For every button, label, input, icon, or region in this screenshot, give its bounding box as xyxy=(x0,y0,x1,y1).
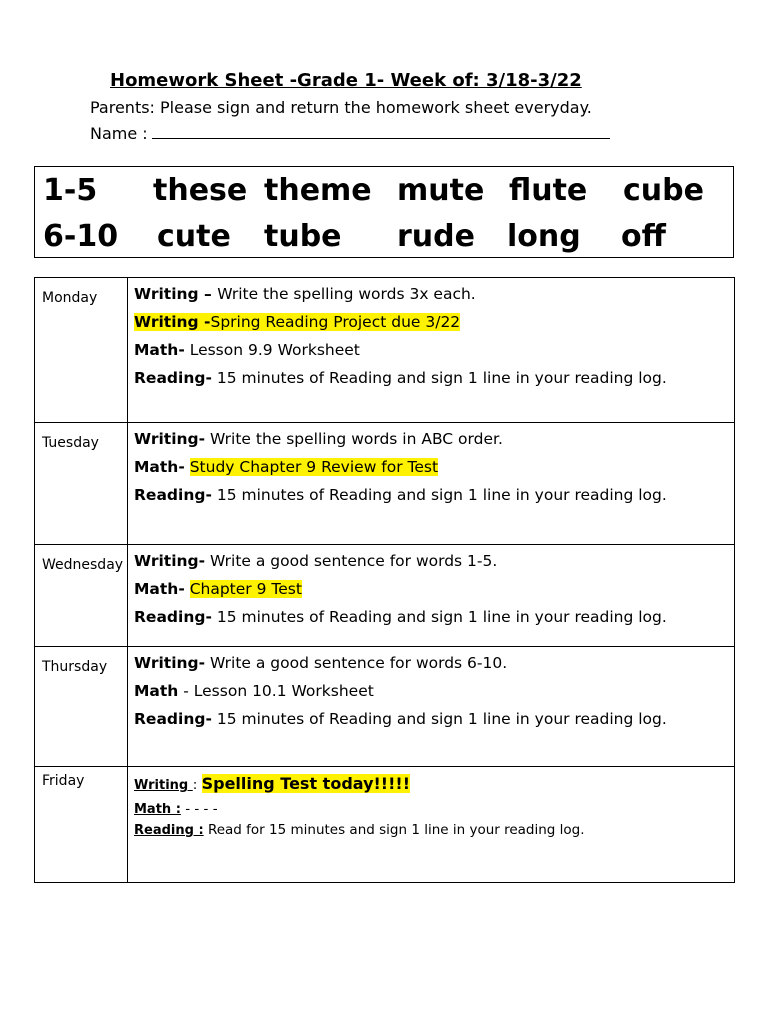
spelling-word: long xyxy=(507,219,581,254)
task-text: Study Chapter 9 Review for Test xyxy=(189,458,439,476)
task-label: Writing xyxy=(134,285,199,303)
task-line xyxy=(134,677,734,705)
task-separator: : xyxy=(192,777,202,793)
task-text: 15 minutes of Reading and sign 1 line in your reading log. xyxy=(216,369,667,387)
task-label: Writing xyxy=(134,313,199,331)
day-cell: Tuesday xyxy=(35,423,128,545)
name-field-row xyxy=(90,124,610,143)
task-text: 15 minutes of Reading and sign 1 line in your reading log. xyxy=(216,608,667,626)
task-text: 15 minutes of Reading and sign 1 line in your reading log. xyxy=(216,710,667,728)
task-text: Lesson 9.9 Worksheet xyxy=(189,341,360,359)
task-separator: - xyxy=(178,682,194,700)
table-row xyxy=(35,545,735,647)
task-separator: – xyxy=(198,285,218,303)
task-line xyxy=(134,799,734,820)
task-label: Math xyxy=(134,682,179,700)
name-label: Name : xyxy=(90,124,148,143)
spelling-words-box xyxy=(34,166,734,258)
task-line xyxy=(134,575,734,603)
task-label: Math : xyxy=(134,802,181,817)
task-text: Chapter 9 Test xyxy=(189,580,302,598)
tasks-cell xyxy=(128,278,735,423)
task-label: Writing- xyxy=(134,654,206,672)
task-line xyxy=(134,705,734,733)
task-label: Writing xyxy=(134,778,193,793)
task-line xyxy=(134,649,734,677)
task-text: Write the spelling words 3x each. xyxy=(217,285,476,303)
task-separator xyxy=(185,580,190,598)
task-label: Writing- xyxy=(134,430,206,448)
day-cell: Wednesday xyxy=(35,545,128,647)
task-separator xyxy=(185,458,190,476)
task-line xyxy=(134,820,734,841)
task-text: Spelling Test today!!!!! xyxy=(201,774,410,793)
task-line xyxy=(134,280,734,308)
task-line xyxy=(134,603,734,631)
page-title: Homework Sheet -Grade 1- Week of: 3/18-3/22 xyxy=(110,70,582,91)
spelling-range-label: 1-5 xyxy=(43,173,98,208)
task-text: Write a good sentence for words 6-10. xyxy=(210,654,508,672)
table-row xyxy=(35,423,735,545)
task-text: Spring Reading Project due 3/22 xyxy=(210,313,461,331)
task-label: Math- xyxy=(134,341,185,359)
table-row xyxy=(35,278,735,423)
task-label: Reading- xyxy=(134,486,212,504)
task-text: Write the spelling words in ABC order. xyxy=(210,430,503,448)
spelling-word: mute xyxy=(397,173,485,208)
task-label: Math- xyxy=(134,580,185,598)
task-text: Lesson 10.1 Worksheet xyxy=(193,682,374,700)
homework-table xyxy=(34,277,735,883)
task-line xyxy=(134,547,734,575)
task-label: Reading : xyxy=(134,823,204,838)
spelling-word: rude xyxy=(397,219,475,254)
table-row xyxy=(35,767,735,883)
table-row xyxy=(35,647,735,767)
task-text: Read for 15 minutes and sign 1 line in your reading log. xyxy=(207,822,585,838)
parents-note: Parents: Please sign and return the homework sheet everyday. xyxy=(90,98,592,117)
task-line xyxy=(134,771,734,799)
task-line xyxy=(134,425,734,453)
spelling-word: cube xyxy=(623,173,704,208)
task-line xyxy=(134,481,734,509)
spelling-word: flute xyxy=(509,173,588,208)
spelling-word: these xyxy=(153,173,248,208)
task-label: Reading- xyxy=(134,369,212,387)
day-cell: Friday xyxy=(35,767,128,883)
task-line xyxy=(134,308,734,336)
day-cell: Thursday xyxy=(35,647,128,767)
task-line xyxy=(134,336,734,364)
task-label: Math- xyxy=(134,458,185,476)
name-blank-line[interactable] xyxy=(152,124,610,139)
task-label: Writing- xyxy=(134,552,206,570)
day-cell: Monday xyxy=(35,278,128,423)
task-text: - - - - xyxy=(185,801,218,817)
task-line xyxy=(134,364,734,392)
spelling-word: cute xyxy=(157,219,231,254)
spelling-word: tube xyxy=(264,219,342,254)
tasks-cell xyxy=(128,545,735,647)
spelling-word: off xyxy=(621,219,666,254)
tasks-cell xyxy=(128,767,735,883)
task-line xyxy=(134,453,734,481)
task-label: Reading- xyxy=(134,608,212,626)
spelling-word: theme xyxy=(264,173,372,208)
spelling-range-label: 6-10 xyxy=(43,219,119,254)
task-text: 15 minutes of Reading and sign 1 line in your reading log. xyxy=(216,486,667,504)
tasks-cell xyxy=(128,647,735,767)
task-separator: - xyxy=(198,313,211,331)
task-label: Reading- xyxy=(134,710,212,728)
highlighted-task xyxy=(134,313,460,331)
tasks-cell xyxy=(128,423,735,545)
task-text: Write a good sentence for words 1-5. xyxy=(210,552,498,570)
